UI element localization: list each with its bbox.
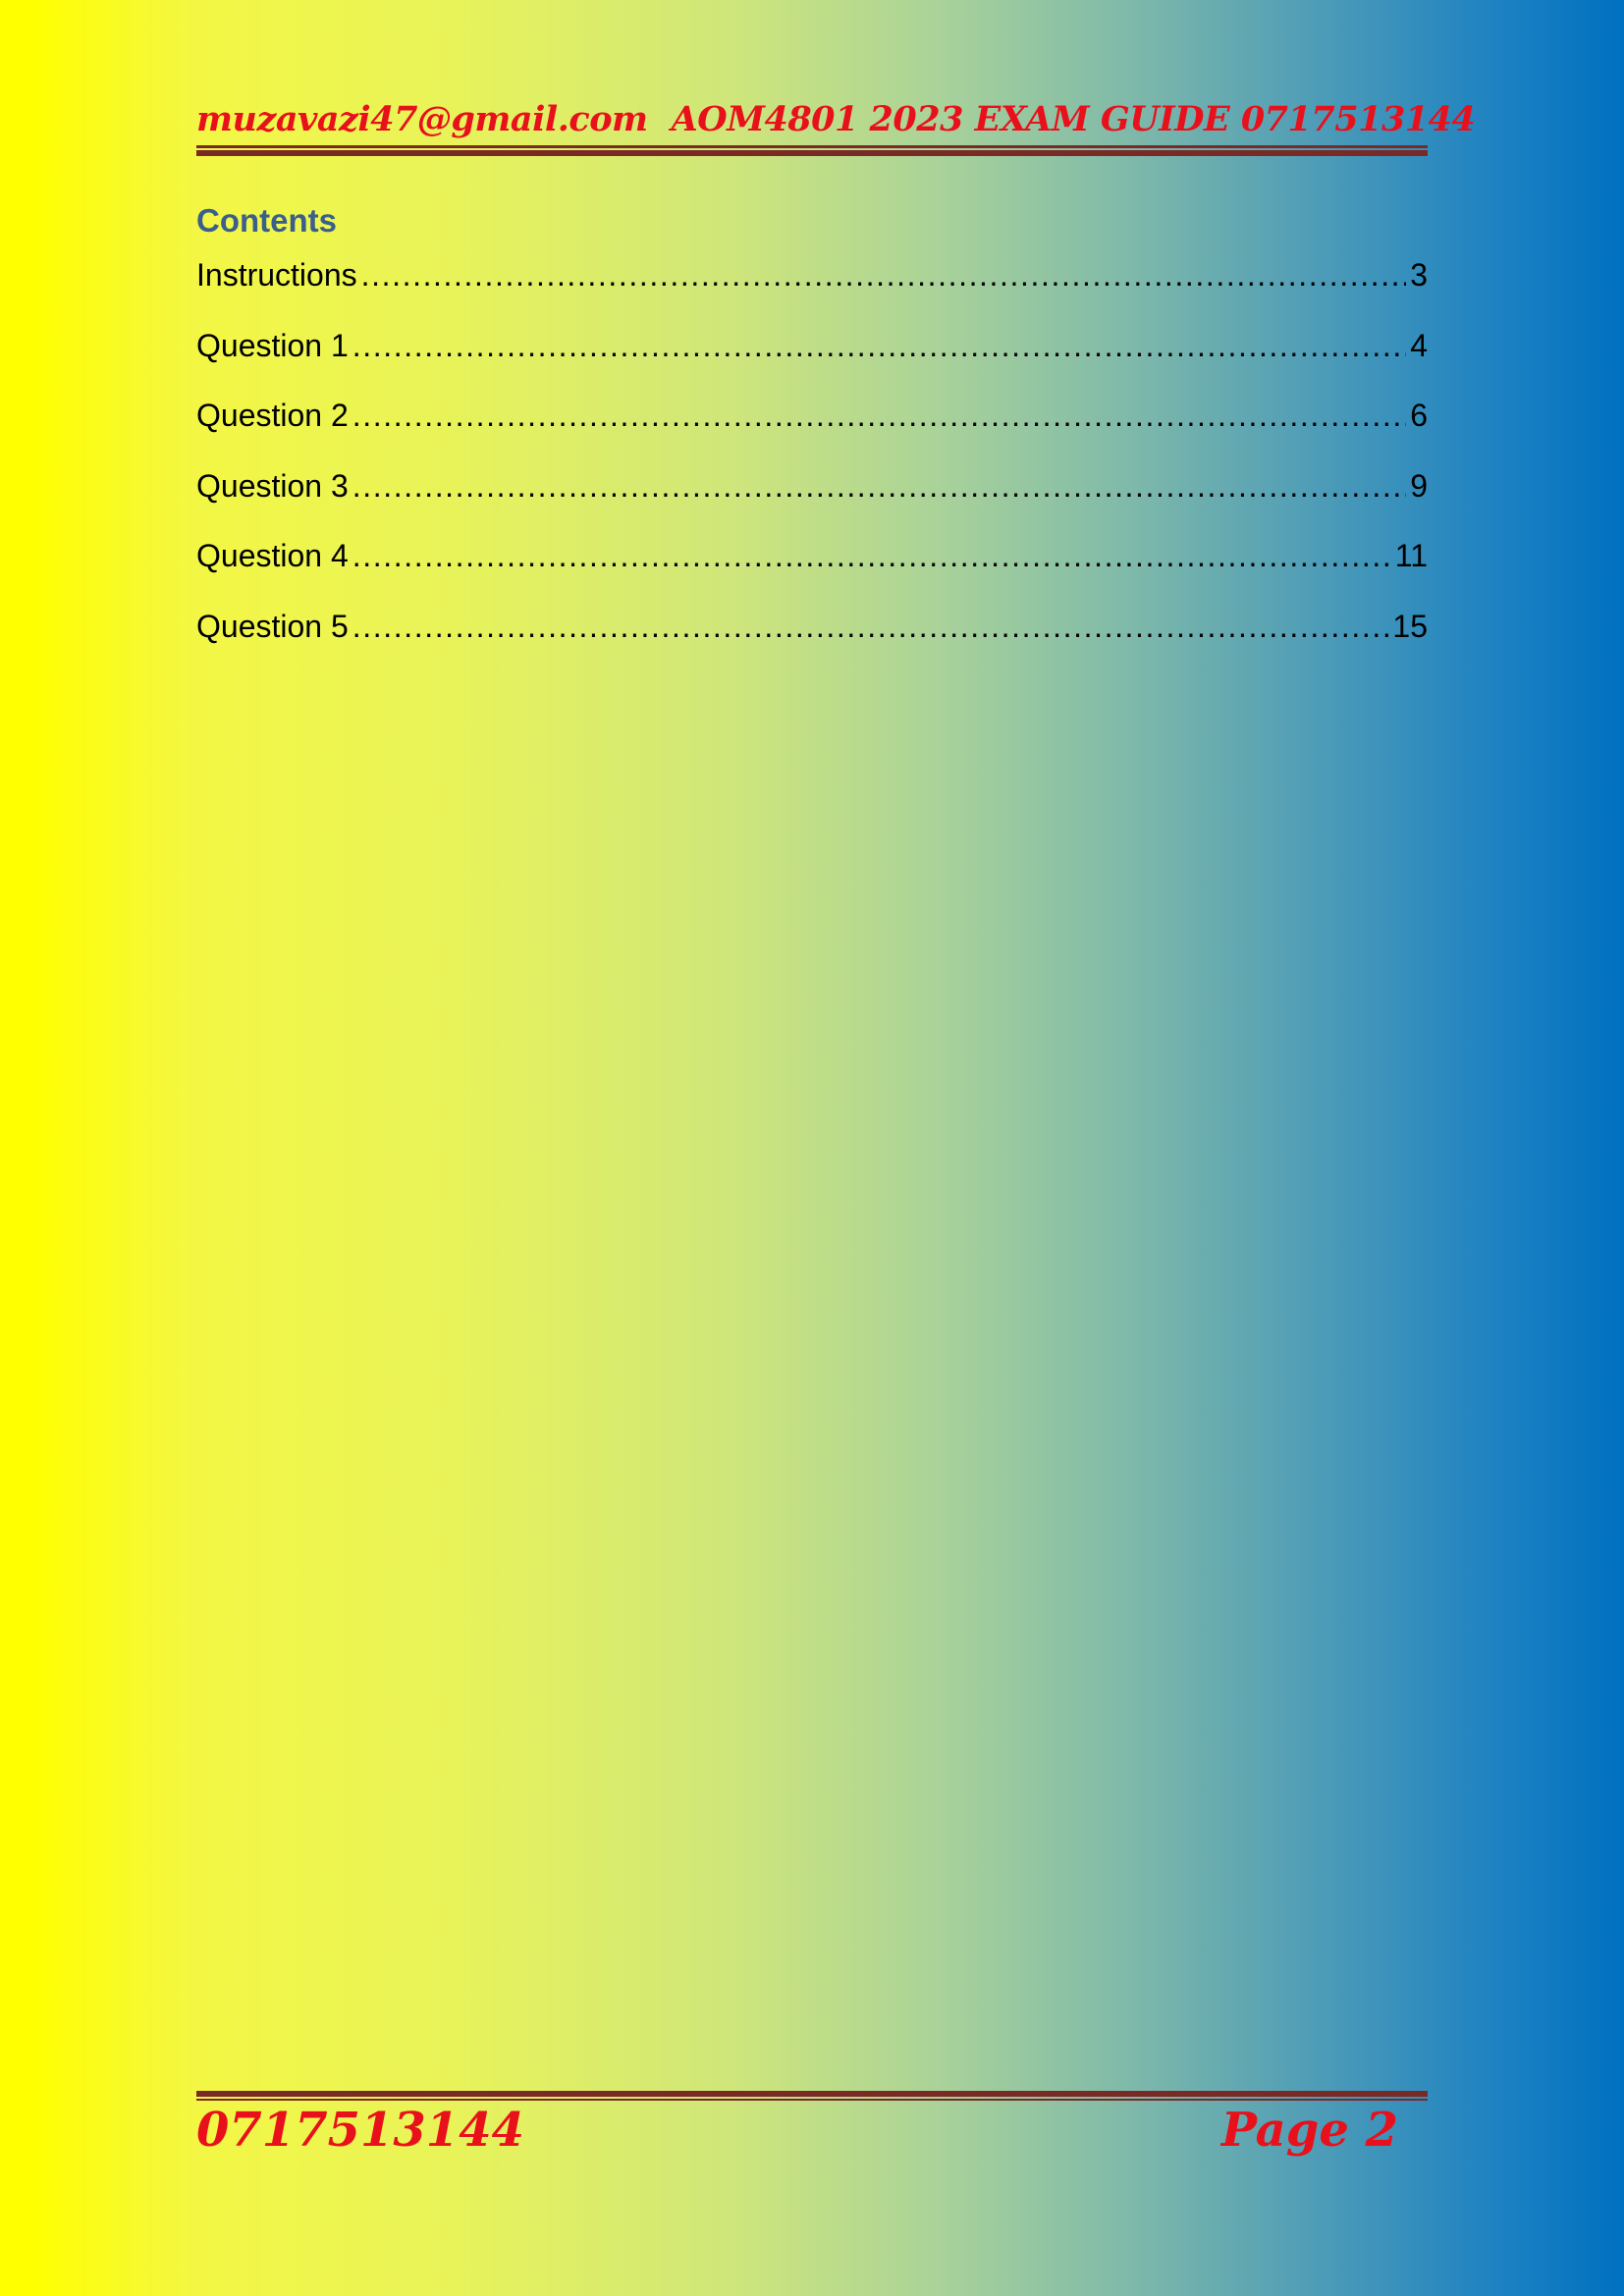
toc-entry-page: 3	[1410, 257, 1428, 293]
toc-dot-leader	[352, 328, 1406, 364]
toc-entry-label: Question 4	[196, 538, 349, 574]
toc-entry[interactable]	[196, 609, 1428, 679]
header-rule-thick	[196, 150, 1428, 156]
footer-rule-thick	[196, 2091, 1428, 2097]
header-email: muzavazi47@gmail.com	[196, 99, 648, 139]
toc-dot-leader	[352, 398, 1406, 434]
footer-page-number: Page 2	[1220, 2103, 1398, 2158]
toc-dot-leader	[361, 257, 1407, 294]
toc-entry-page: 9	[1410, 467, 1428, 504]
toc-entry-label: Question 3	[196, 467, 349, 504]
table-of-contents	[196, 257, 1428, 679]
toc-entry-page: 11	[1394, 538, 1428, 574]
header-title: AOM4801 2023 EXAM GUIDE 0717513144	[671, 99, 1476, 139]
toc-entry-page: 6	[1410, 398, 1428, 434]
page-header	[196, 96, 1476, 145]
toc-entry-label: Question 1	[196, 327, 349, 363]
footer-rule-thin	[196, 2099, 1428, 2101]
toc-dot-leader	[352, 609, 1389, 645]
toc-entry-label: Question 2	[196, 398, 349, 434]
toc-dot-leader	[352, 468, 1406, 505]
toc-entry-page: 4	[1410, 327, 1428, 363]
toc-entry-page: 15	[1392, 608, 1428, 644]
header-text	[196, 96, 1475, 143]
toc-entry-label: Question 5	[196, 608, 349, 644]
header-rule-thin	[196, 145, 1428, 148]
toc-entry[interactable]	[196, 398, 1428, 468]
toc-entry[interactable]	[196, 328, 1428, 399]
toc-heading: Contents	[196, 202, 337, 239]
toc-dot-leader	[352, 538, 1391, 574]
footer-phone: 0717513144	[196, 2103, 524, 2158]
toc-entry[interactable]	[196, 538, 1428, 609]
toc-entry[interactable]	[196, 468, 1428, 539]
toc-entry-label: Instructions	[196, 257, 357, 293]
toc-entry[interactable]	[196, 257, 1428, 328]
